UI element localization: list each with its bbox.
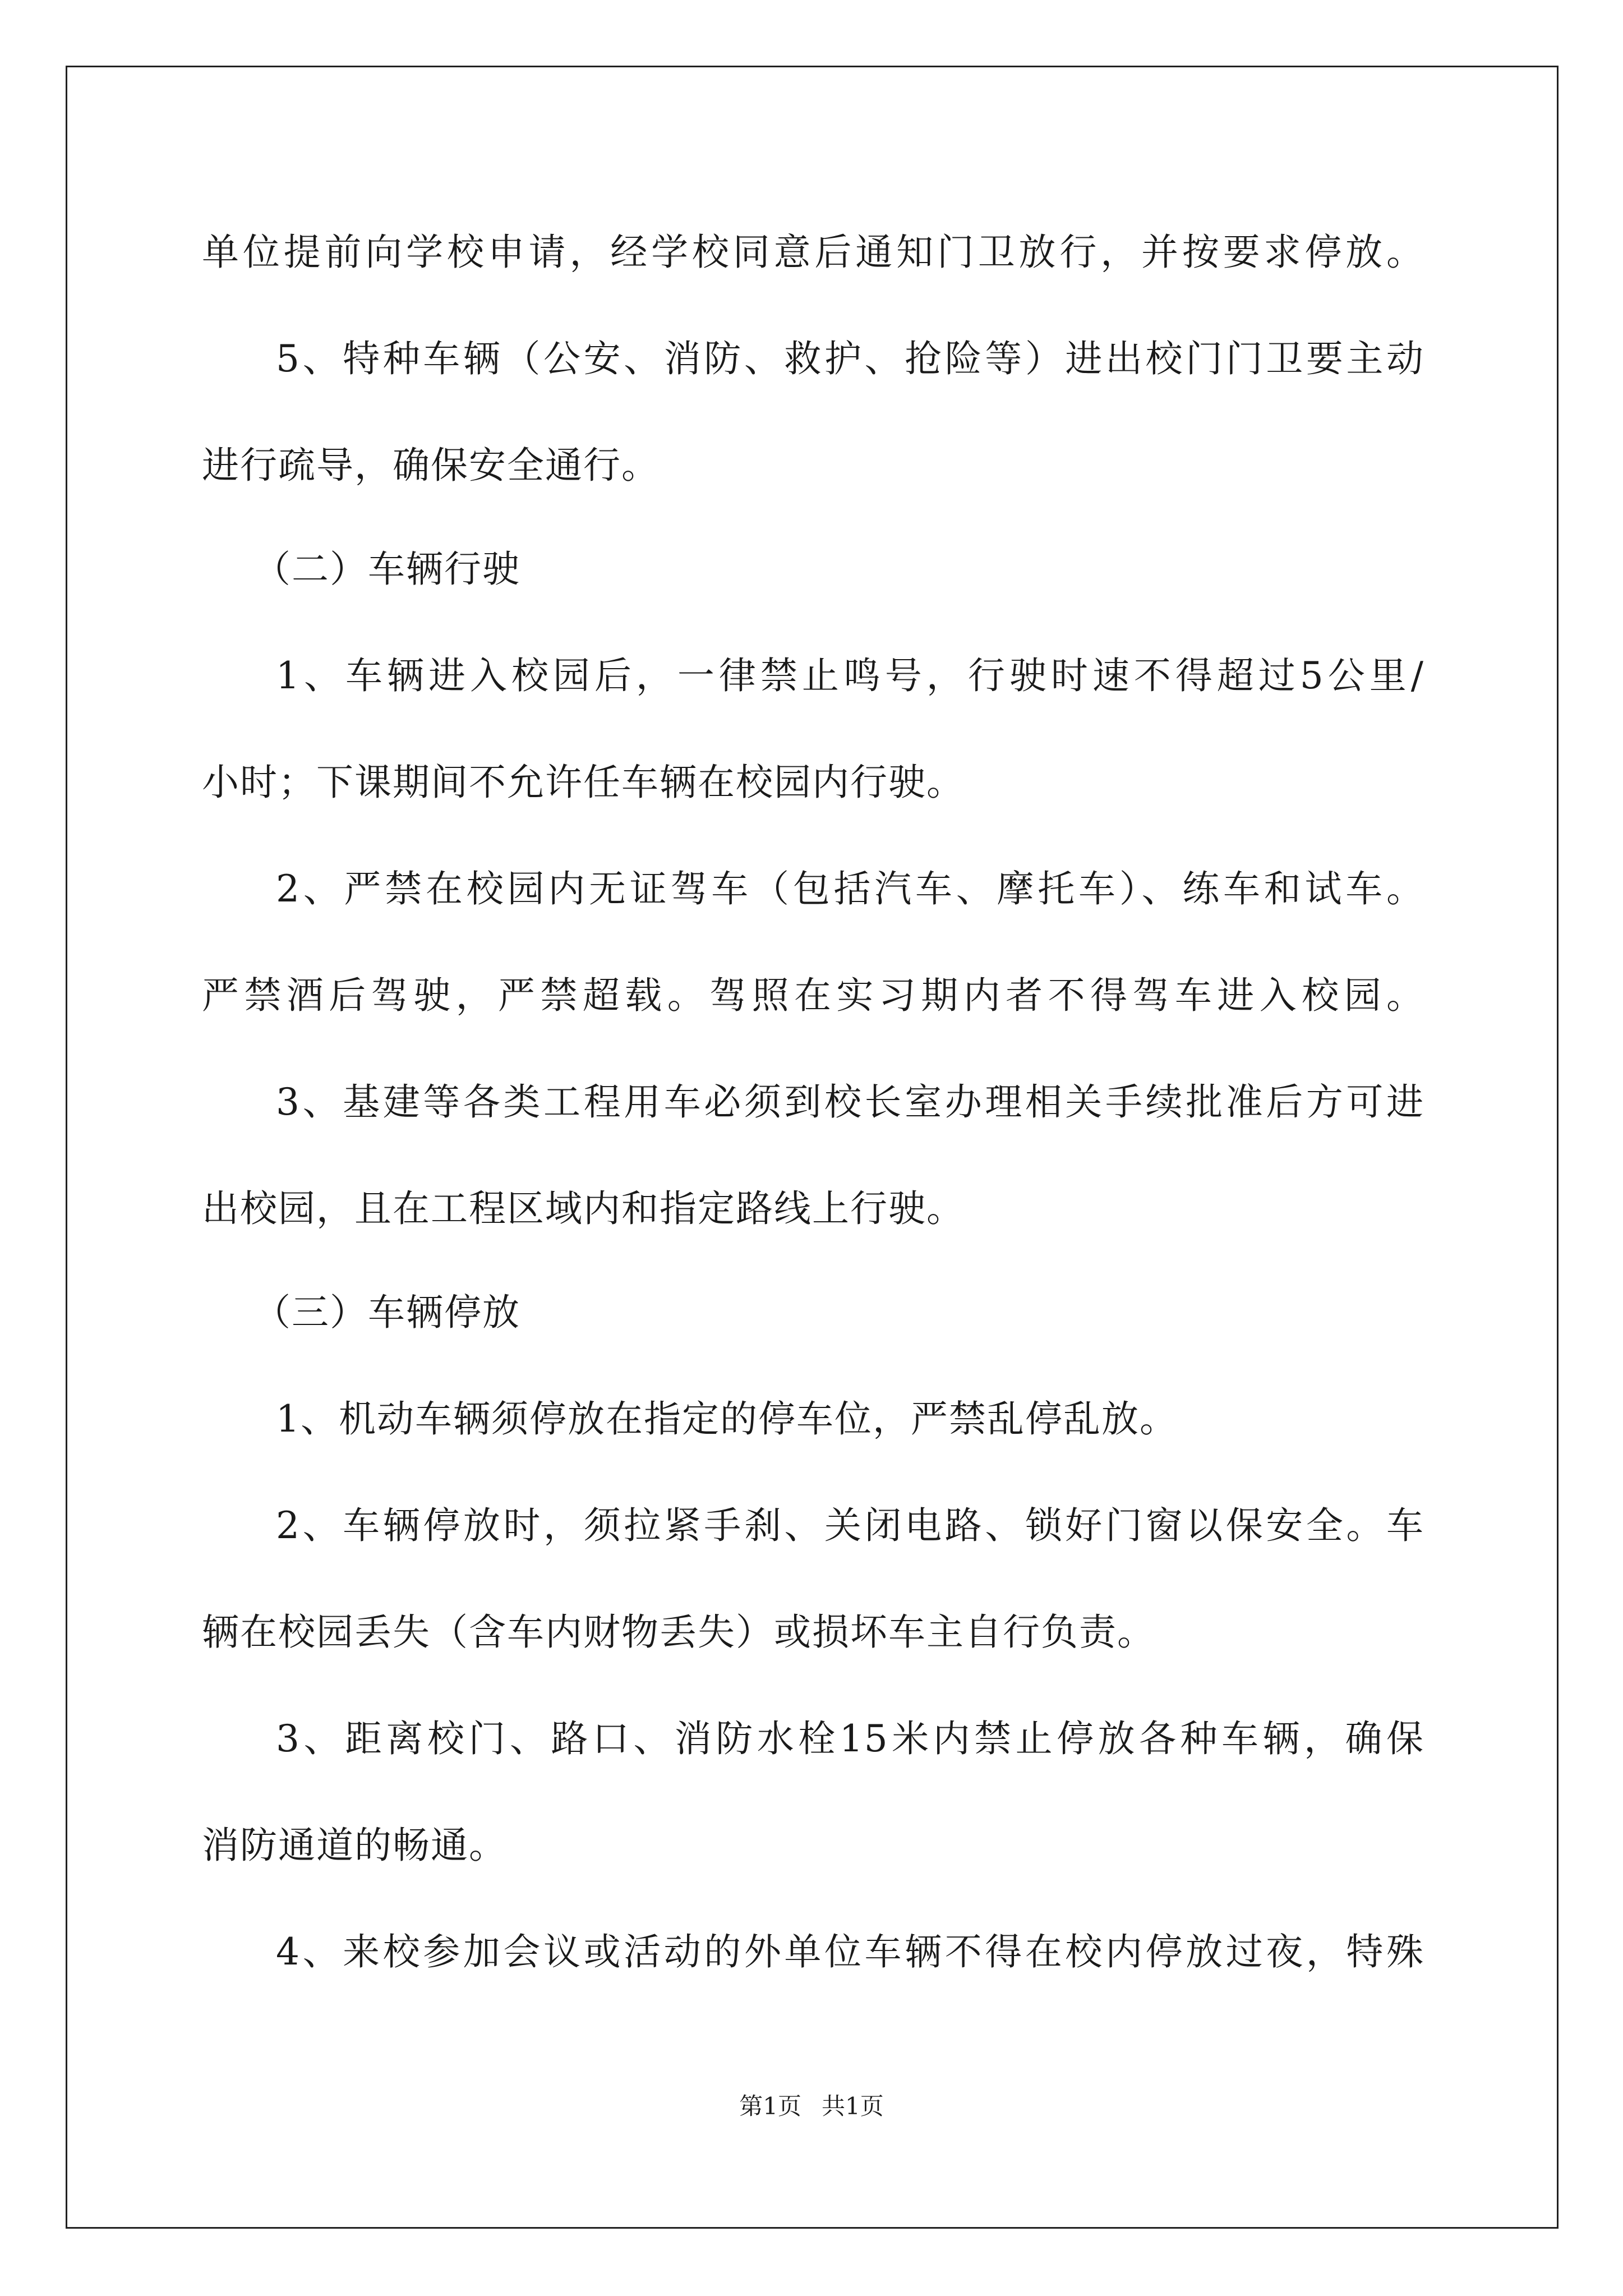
paragraph-line: 单位提前向学校申请，经学校同意后通知门卫放行，并按要求停放。 — [202, 231, 1424, 274]
section-heading: （三）车辆停放 — [253, 1291, 520, 1334]
page-footer — [0, 2092, 1623, 2120]
paragraph-line: 小时；下课期间不允许任车辆在校园内行驶。 — [202, 761, 965, 804]
paragraph-line: 1、机动车辆须停放在指定的停车位，严禁乱停乱放。 — [276, 1397, 1178, 1441]
paragraph-line: 5、特种车辆（公安、消防、救护、抢险等）进出校门门卫要主动 — [276, 337, 1424, 380]
paragraph-line: 2、车辆停放时，须拉紧手刹、关闭电路、锁好门窗以保安全。车 — [276, 1504, 1424, 1547]
page-border — [66, 66, 1559, 2229]
section-heading: （二）车辆行驶 — [253, 547, 520, 591]
paragraph-line: 3、基建等各类工程用车必须到校长室办理相关手续批准后方可进 — [276, 1080, 1424, 1124]
paragraph-line: 4、来校参加会议或活动的外单位车辆不得在校内停放过夜，特殊 — [276, 1930, 1424, 1973]
paragraph-line: 1、车辆进入校园后，一律禁止鸣号，行驶时速不得超过5公里/ — [276, 654, 1424, 697]
page-total: 共1页 — [822, 2092, 884, 2120]
paragraph-line: 消防通道的畅通。 — [202, 1824, 507, 1867]
paragraph-line: 辆在校园丢失（含车内财物丢失）或损坏车主自行负责。 — [202, 1611, 1155, 1654]
paragraph-line: 出校园，且在工程区域内和指定路线上行驶。 — [202, 1187, 965, 1230]
paragraph-line: 严禁酒后驾驶，严禁超载。驾照在实习期内者不得驾车进入校园。 — [202, 974, 1424, 1017]
paragraph-line: 进行疏导，确保安全通行。 — [202, 444, 660, 487]
paragraph-line: 3、距离校门、路口、消防水栓15米内禁止停放各种车辆，确保 — [276, 1717, 1424, 1760]
paragraph-line: 2、严禁在校园内无证驾车（包括汽车、摩托车）、练车和试车。 — [276, 867, 1424, 910]
page-number: 第1页 — [739, 2092, 801, 2120]
